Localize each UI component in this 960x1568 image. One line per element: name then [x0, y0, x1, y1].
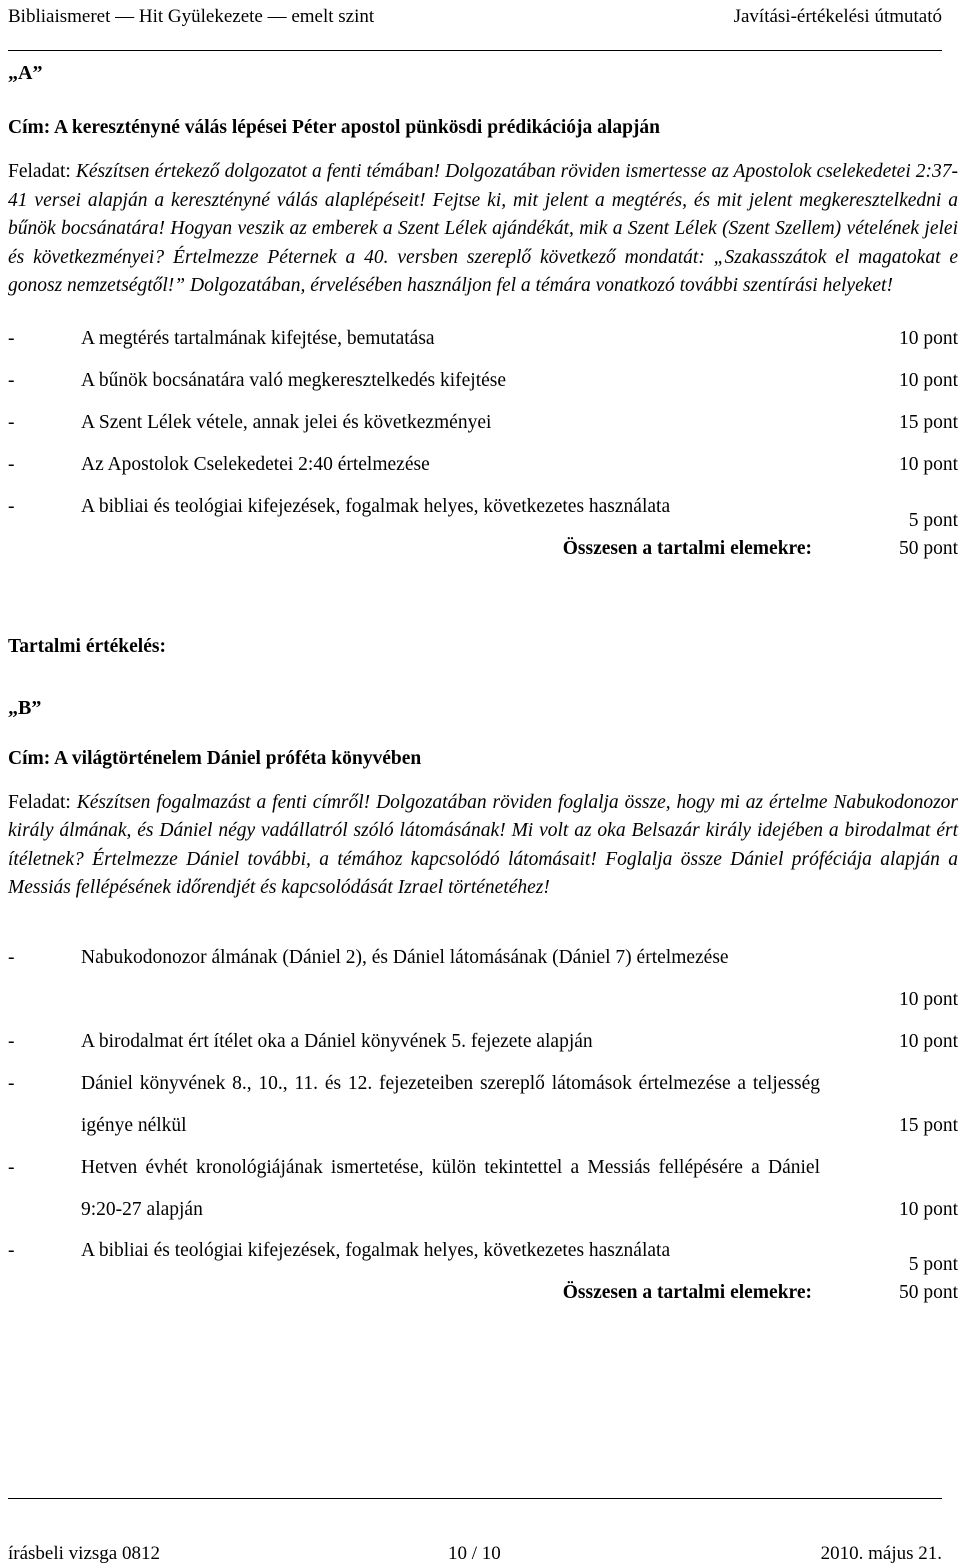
- total-points: 50 pont: [898, 1281, 958, 1303]
- list-dash: -: [8, 1239, 15, 1261]
- criterion-points: 10 pont: [898, 453, 958, 475]
- part-b-criterion: [8, 937, 958, 1021]
- criterion-points: 10 pont: [898, 988, 958, 1010]
- part-b-task-label: Feladat:: [8, 791, 71, 813]
- criterion-text: Hetven évhét kronológiájának ismertetése, külön tekintettel a Messiás fellépésére a Dániel 9:20-27 alapján: [81, 1156, 820, 1220]
- criterion-points: 5 pont: [908, 1253, 958, 1275]
- criterion-points: 5 pont: [908, 509, 958, 531]
- part-a-title: Cím: A keresztényné válás lépései Péter apostol pünkösdi prédikációja alapján: [8, 117, 661, 138]
- criterion-text: A Szent Lélek vétele, annak jelei és következményei: [81, 411, 492, 433]
- criterion-points: 10 pont: [898, 369, 958, 391]
- footer-date: 2010. május 21.: [820, 1543, 942, 1564]
- criterion-text: A birodalmat ért ítélet oka a Dániel könyvének 5. fejezete alapján: [81, 1030, 593, 1052]
- part-a-total: [8, 535, 958, 577]
- part-b-criteria-list: [8, 937, 958, 1321]
- part-b-title: Cím: A világtörténelem Dániel próféta könyvében: [8, 747, 422, 769]
- criterion-text: Dániel könyvének 8., 10., 11. és 12. fejezeteiben szereplő látomások értelmezése a teljesség igénye nélkül: [81, 1072, 820, 1136]
- criterion-text: A bibliai és teológiai kifejezések, fogalmak helyes, következetes használata: [81, 1239, 671, 1261]
- part-b-total: [8, 1279, 958, 1321]
- page-footer: [8, 1540, 942, 1568]
- criterion-points: 10 pont: [898, 1198, 958, 1220]
- part-b-criterion: [8, 1021, 958, 1063]
- page-content: [8, 58, 958, 1321]
- section-heading: Tartalmi értékelés:: [8, 635, 166, 657]
- criterion-points: 10 pont: [898, 1030, 958, 1052]
- part-a-task: [8, 158, 958, 301]
- list-dash: -: [8, 1156, 15, 1178]
- criterion-points: 15 pont: [898, 411, 958, 433]
- list-dash: -: [8, 411, 15, 433]
- criterion-points: 15 pont: [898, 1114, 958, 1136]
- criterion-points: 10 pont: [898, 327, 958, 349]
- part-a-criteria-list: [8, 325, 958, 577]
- page-header: [8, 2, 942, 32]
- part-b-criterion: [8, 1147, 958, 1231]
- criterion-text: Nabukodonozor álmának (Dániel 2), és Dániel látomásának (Dániel 7) értelmezése: [81, 946, 729, 968]
- part-a-criterion: [8, 325, 958, 367]
- part-b-task-text: Készítsen fogalmazást a fenti címről! Dolgozatában röviden foglalja össze, hogy mi az értelme Nabukodonozor király álmának, és Dániel négy vadállatról szóló látomásának! Mi volt az oka Belsazár király idejében a birodalmat ért ítéletnek? Értelmezze Dániel további, a témához kapcsolódó látomásait! Foglalja össze Dániel próféciája alapján a Messiás fellépésének időrendjét és kapcsolódását Izrael történetéhez!: [8, 791, 958, 898]
- list-dash: -: [8, 1030, 15, 1052]
- part-a-criterion: [8, 409, 958, 451]
- part-b-criterion: [8, 1063, 958, 1147]
- list-dash: -: [8, 327, 15, 349]
- total-points: 50 pont: [898, 537, 958, 559]
- header-subject: Bibliaismeret — Hit Gyülekezete — emelt szint: [8, 6, 375, 27]
- part-a-task-text: Készítsen értekező dolgozatot a fenti témában! Dolgozatában röviden ismertesse az Apostolok cselekedetei 2:37-41 versei alapján a keresztényné válás alaplépéseit! Fejtse ki, mit jelent a megtérés, és mit jelent megkeresztelkedni a bűnök bocsánatára! Hogyan veszik az emberek a Szent Lélek ajándékát, mik a Szent Lélek (Szent Szellem) vételének jelei és következményei? Értelmezze Péternek a 40. versben szereplő következő mondatát: „Szakasszátok el magatokat e gonosz nemzetségtől!” Dolgozatában, érvelésében használjon fel a témára vonatkozó további szentírási helyeket!: [8, 161, 959, 296]
- list-dash: -: [8, 946, 15, 968]
- list-dash: -: [8, 1072, 15, 1094]
- footer-rule: [8, 1498, 942, 1499]
- header-guide-title: Javítási-értékelési útmutató: [733, 6, 942, 27]
- part-b-task: [8, 789, 958, 903]
- part-a-criterion: [8, 451, 958, 493]
- part-b-letter: „B”: [8, 696, 42, 719]
- footer-exam-code: írásbeli vizsga 0812: [8, 1543, 160, 1564]
- list-dash: -: [8, 369, 15, 391]
- criterion-text: A bibliai és teológiai kifejezések, fogalmak helyes, következetes használata: [81, 495, 671, 517]
- header-rule: [8, 50, 942, 51]
- total-label: Összesen a tartalmi elemekre:: [562, 1281, 812, 1303]
- criterion-text: A bűnök bocsánatára való megkeresztelkedés kifejtése: [81, 369, 507, 391]
- criterion-text: A megtérés tartalmának kifejtése, bemutatása: [81, 327, 435, 349]
- criterion-text: Az Apostolok Cselekedetei 2:40 értelmezése: [81, 453, 430, 475]
- part-a-letter: „A”: [8, 62, 43, 84]
- list-dash: -: [8, 495, 15, 517]
- part-a-criterion: [8, 367, 958, 409]
- part-a-task-label: Feladat:: [8, 161, 71, 182]
- list-dash: -: [8, 453, 15, 475]
- footer-page-number: 10 / 10: [448, 1543, 501, 1564]
- total-label: Összesen a tartalmi elemekre:: [562, 537, 812, 559]
